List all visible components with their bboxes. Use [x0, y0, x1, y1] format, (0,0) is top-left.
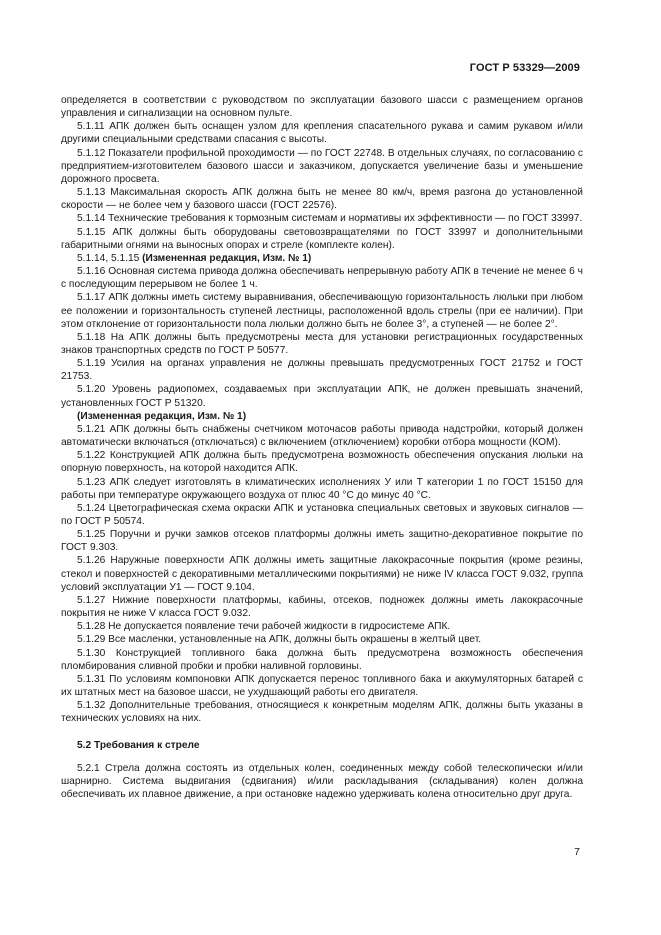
paragraph-5-1-11: 5.1.11 АПК должен быть оснащен узлом для крепления спасательного рукава и самим рукавом и/или другими специальными средствами спасания с высоты.: [61, 121, 583, 146]
paragraph-5-1-14: 5.1.14 Технические требования к тормозным системам и нормативы их эффективности — по ГОСТ 33997.: [77, 213, 583, 225]
page-number: 7: [574, 846, 580, 858]
paragraph-5-1-23: 5.1.23 АПК следует изготовлять в климатических исполнениях У или Т категории 1 по ГОСТ 15150 для работы при температуре окружающего воздуха от плюс 40 °С до минус 40 °С.: [61, 476, 583, 501]
amendment-clauses: 5.1.14, 5.1.15: [77, 252, 143, 264]
paragraph-5-1-16: 5.1.16 Основная система привода должна обеспечивать непрерывную работу АПК в течение не менее 6 ч с последующим перерывом не более 1 ч.: [61, 266, 583, 291]
paragraph-5-1-22: 5.1.22 Конструкцией АПК должна быть предусмотрена возможность обеспечения опускания люльки на опорную поверхность, на которой находится АПК.: [61, 450, 583, 475]
paragraph-5-1-18: 5.1.18 На АПК должны быть предусмотрены места для установки регистрационных государственных знаков транспортных средств по ГОСТ Р 50577.: [61, 331, 583, 356]
paragraph-5-1-28: 5.1.28 Не допускается появление течи рабочей жидкости в гидросистеме АПК.: [77, 621, 451, 633]
paragraph-5-1-15: 5.1.15 АПК должны быть оборудованы световозвращателями по ГОСТ 33997 и дополнительными габаритными огнями на выносных опорах и стреле (комплекте колен).: [61, 226, 583, 251]
paragraph-5-1-25: 5.1.25 Поручни и ручки замков отсеков платформы должны иметь защитно-декоративное покрытие по ГОСТ 9.303.: [61, 529, 583, 554]
section-title-5-2: 5.2 Требования к стреле: [77, 739, 200, 751]
paragraph-5-1-26: 5.1.26 Наружные поверхности АПК должны иметь защитные лакокрасочные покрытия (кроме резины, стекол и поверхностей с декоративными металлическими покрытиями) не ниже IV класса ГОСТ 9.032, группа условий эксплуатации У1 — ГОСТ 9.104.: [61, 555, 583, 593]
paragraph-5-1-19: 5.1.19 Усилия на органах управления не должны превышать предусмотренных ГОСТ 21752 и ГОСТ 21753.: [61, 358, 583, 383]
paragraph-5-1-13: 5.1.13 Максимальная скорость АПК должна быть не менее 80 км/ч, время разгона до установленной скорости — не более чем у базового шасси (ГОСТ 22576).: [61, 187, 583, 212]
paragraph-5-1-31: 5.1.31 По условиям компоновки АПК допускается перенос топливного бака и аккумуляторных батарей с их штатных мест на базовое шасси, не ухудшающий работы его двигателя.: [61, 673, 583, 699]
document-body: [61, 94, 583, 801]
paragraph-continuation: определяется в соответствии с руководством по эксплуатации базового шасси с размещением органов управления и сигнализации на основном пульте.: [61, 95, 583, 120]
paragraph-5-1-12: 5.1.12 Показатели профильной проходимости — по ГОСТ 22748. В отдельных случаях, по согласованию с предприятием-изготовителем базового шасси и заказчиком, допускается увеличение базы и уменьшение дорожного просвета.: [61, 147, 583, 185]
paragraph-5-1-30: 5.1.30 Конструкцией топливного бака должна быть предусмотрена возможность обеспечения пломбирования сливной пробки и пробки наливной горловины.: [61, 647, 583, 672]
paragraph-5-1-21: 5.1.21 АПК должны быть снабжены счетчиком моточасов работы привода надстройки, который должен автоматически включаться (отключаться) с включением (отключением) коробки отбора мощности (КОМ).: [61, 423, 583, 449]
paragraph-5-1-32: 5.1.32 Дополнительные требования, относящиеся к конкретным моделям АПК, должны быть указаны в технических условиях на них.: [61, 700, 583, 725]
paragraph-5-1-27: 5.1.27 Нижние поверхности платформы, кабины, отсеков, подножек должны иметь лакокрасочные покрытия не ниже V класса ГОСТ 9.032.: [61, 594, 583, 620]
document-header: ГОСТ Р 53329—2009: [469, 62, 580, 74]
paragraph-5-1-29: 5.1.29 Все масленки, установленные на АПК, должны быть окрашены в желтый цвет.: [77, 634, 482, 646]
amendment-note-5-1-20: (Измененная редакция, Изм. № 1): [77, 410, 247, 422]
paragraph-5-1-17: 5.1.17 АПК должны иметь систему выравнивания, обеспечивающую горизонтальность люльки при любом ее положении и горизонтальность ступеней лестницы, расположенной вдоль стрелы (при ее наличии). При этом отклонение от горизонтальности пола люльки должно быть не более 3°, а ступеней — не более 2°.: [61, 292, 583, 330]
paragraph-5-1-24: 5.1.24 Цветографическая схема окраски АПК и установка специальных световых и звуковых сигналов — по ГОСТ Р 50574.: [61, 502, 583, 527]
amendment-line-5-1-14-15: [61, 252, 583, 265]
paragraph-5-2-1: 5.2.1 Стрела должна состоять из отдельных колен, соединенных между собой телескопически и/или шарнирно. Система выдвигания (сдвигания) и/или раскладывания (складывания) колен должна обеспечивать их плавное движение, а при остановке надежно удерживать колена относительно друг друга.: [61, 762, 583, 800]
paragraph-5-1-20: 5.1.20 Уровень радиопомех, создаваемых при эксплуатации АПК, не должен превышать значений, установленных ГОСТ Р 51320.: [61, 384, 583, 409]
amendment-note: (Измененная редакция, Изм. № 1): [142, 252, 312, 264]
